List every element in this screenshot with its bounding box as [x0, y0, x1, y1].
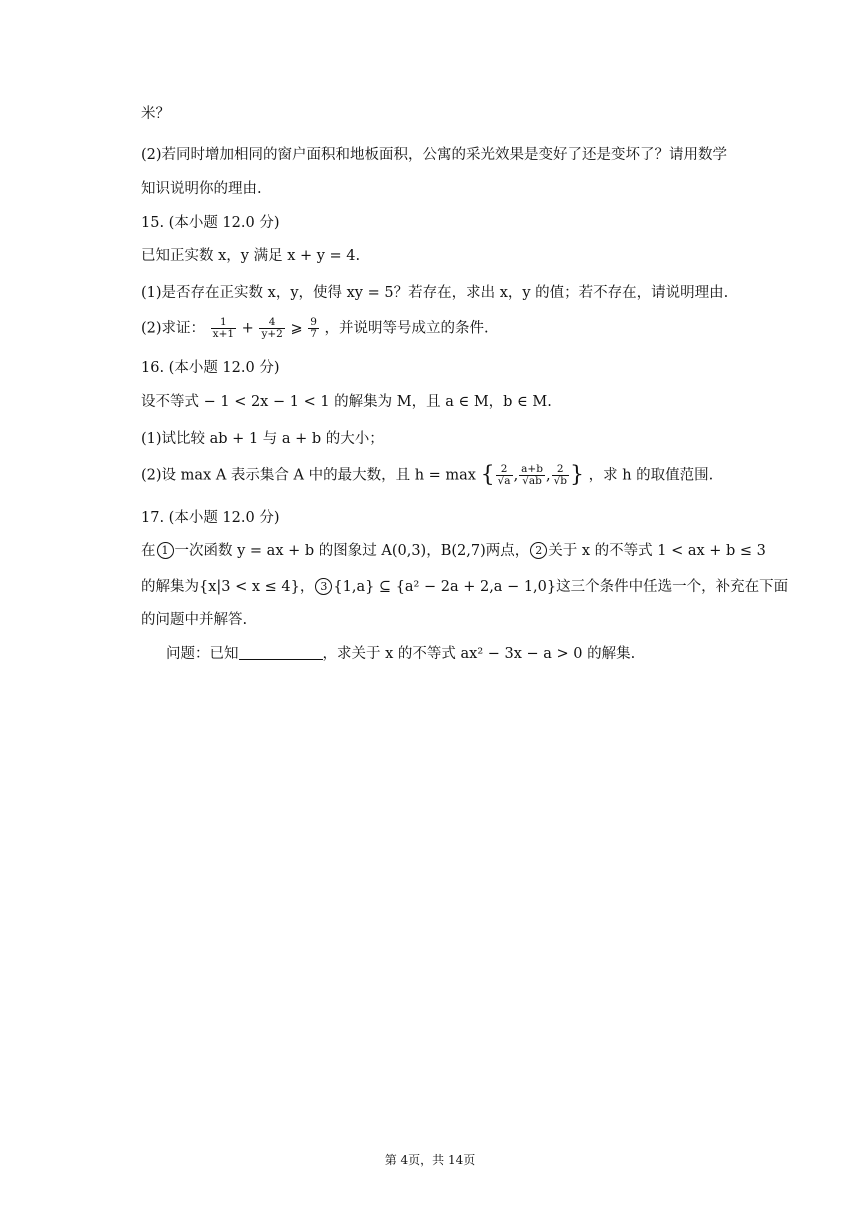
question-15-heading: 15. (本小题 12.0 分): [141, 215, 280, 231]
fraction: [519, 464, 545, 487]
condition-line: [141, 541, 766, 561]
comma: ,: [513, 467, 519, 484]
comma: ,: [545, 467, 551, 484]
text-segment: {1,a} ⊆ {a² − 2a + 2,a − 1,0}这三个条件中任选一个，补充在下面: [333, 579, 789, 595]
question-16-heading: 16. (本小题 12.0 分): [141, 360, 280, 376]
circled-number-1: 1: [157, 542, 174, 559]
fraction-denominator: √b: [553, 475, 567, 487]
plus-sign: +: [241, 320, 254, 337]
fraction-denominator: x+1: [212, 328, 235, 340]
fraction: [496, 464, 513, 487]
text-segment: ，并说明等号成立的条件.: [324, 320, 489, 337]
fraction: [211, 317, 236, 340]
brace-close: }: [569, 462, 584, 488]
text-segment: 一次函数 y = ax + b 的图象过 A(0,3)，B(2,7)两点，: [174, 543, 530, 559]
question-17-heading: 17. (本小题 12.0 分): [141, 510, 280, 526]
text-line: (1)试比较 ab + 1 与 a + b 的大小；: [141, 431, 384, 447]
circled-number-2: 2: [530, 542, 547, 559]
fraction-denominator: y+2: [261, 328, 283, 340]
fraction: [259, 317, 284, 340]
text-line: (2)若同时增加相同的窗户面积和地板面积，公寓的采光效果是变好了还是变坏了？请用数学: [141, 147, 728, 163]
text-line: 米？: [141, 106, 170, 122]
text-segment: ，求 h 的取值范围.: [588, 467, 714, 484]
fraction: [552, 464, 569, 487]
fraction-denominator: 7: [310, 328, 317, 340]
text-segment: ，求关于 x 的不等式 ax² − 3x − a > 0 的解集.: [322, 646, 636, 662]
text-line: 已知正实数 x，y 满足 x + y = 4.: [141, 248, 361, 264]
condition-line: [141, 577, 788, 597]
fraction-denominator: √a: [497, 475, 511, 487]
fraction-numerator: a+b: [521, 463, 543, 475]
brace-open: {: [480, 462, 495, 488]
text-line: 知识说明你的理由.: [141, 181, 262, 197]
fraction-denominator: √ab: [522, 475, 542, 487]
fraction-numerator: 9: [310, 316, 317, 328]
proof-statement-line: [141, 317, 489, 340]
text-segment: 在: [141, 543, 156, 559]
fraction-numerator: 4: [259, 317, 284, 329]
text-line: 的问题中并解答.: [141, 612, 248, 628]
fill-in-blank: [239, 645, 323, 660]
text-segment: 问题：已知: [166, 646, 239, 662]
max-definition-line: [141, 464, 713, 487]
fraction-numerator: 2: [552, 464, 569, 476]
fraction-numerator: 2: [496, 464, 513, 476]
text-segment: (2)求证：: [141, 320, 206, 337]
text-segment: 关于 x 的不等式 1 < ax + b ≤ 3: [548, 543, 766, 559]
fraction: [308, 317, 319, 340]
text-segment: 的解集为{x|3 < x ≤ 4}，: [141, 579, 315, 595]
text-line: 设不等式 − 1 < 2x − 1 < 1 的解集为 M，且 a ∈ M，b ∈ M.: [141, 394, 552, 410]
page-footer: 第 4页，共 14页: [384, 1153, 476, 1167]
text-segment: (2)设 max A 表示集合 A 中的最大数，且 h = max: [141, 467, 476, 484]
problem-line: [166, 644, 635, 664]
circled-number-3: 3: [315, 578, 332, 595]
geq-sign: ⩾: [290, 320, 303, 337]
fraction-numerator: 1: [211, 317, 236, 329]
text-line: (1)是否存在正实数 x，y，使得 xy = 5？若存在，求出 x，y 的值；若不存在，请说明理由.: [141, 285, 729, 301]
